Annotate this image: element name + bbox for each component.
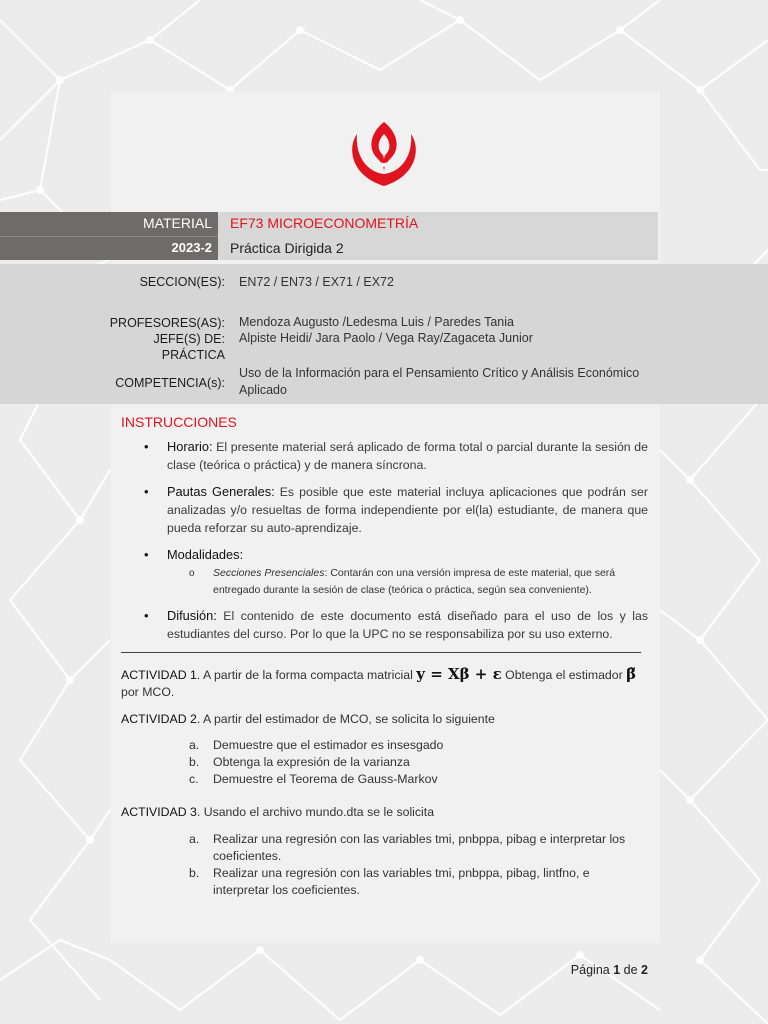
item-label: Horario: — [167, 439, 213, 454]
chiefs-value: Alpiste Heidi/ Jara Paolo / Vega Ray/Zagaceta Junior — [239, 331, 533, 345]
activity-3-list — [189, 831, 625, 899]
item-text: Demuestre el Teorema de Gauss-Markov — [213, 772, 438, 786]
bullet-icon: • — [144, 439, 149, 454]
activity-3 — [121, 804, 434, 821]
of-word: de — [623, 963, 638, 977]
item-text: Realizar una regresión con las variables tmi, pnbppa, pibag e interpretar los — [213, 832, 626, 846]
chiefs-label-2: PRÁCTICA — [161, 348, 225, 362]
competence-label: COMPETENCIA(s): — [115, 376, 225, 390]
list-item — [189, 754, 443, 771]
material-label: MATERIAL — [143, 215, 212, 231]
item-label: Modalidades: — [167, 547, 244, 562]
page-total: 2 — [641, 963, 648, 977]
activity-2 — [121, 711, 495, 728]
item-text-2: coeficientes. — [213, 849, 282, 863]
item-key: b. — [189, 755, 200, 769]
competence-value-2: Aplicado — [239, 383, 287, 397]
sections-label: SECCION(ES): — [139, 275, 225, 289]
item-key: b. — [189, 866, 200, 880]
list-item — [140, 607, 648, 643]
sub-item-label: Secciones Presenciales — [213, 567, 325, 579]
activity-label: ACTIVIDAD 3 — [121, 805, 197, 819]
item-text: Demuestre que el estimador es insesgado — [213, 738, 444, 752]
instructions-title: INSTRUCCIONES — [121, 414, 237, 430]
course-title: EF73 MICROECONOMETRÍA — [230, 215, 419, 231]
page-current: 1 — [613, 963, 621, 977]
matrix-formula: y = Xβ + ε — [416, 665, 502, 683]
estimator-symbol: β̃ — [626, 665, 637, 683]
item-text: El presente material será aplicado de forma total o parcial durante la sesión de clase (teórica o práctica) y de manera síncrona. — [167, 440, 648, 472]
item-label: Difusión: — [167, 608, 217, 623]
activity-text: . Usando el archivo mundo.dta se le solicita — [196, 805, 435, 819]
item-key: a. — [189, 832, 200, 846]
activity-label: ACTIVIDAD 1 — [121, 668, 197, 682]
item-text-2: interpretar los coeficientes. — [213, 883, 360, 897]
circle-bullet-icon: o — [189, 568, 195, 579]
professors-label: PROFESORES(AS): — [109, 316, 225, 330]
activity-1-end: por MCO. — [121, 685, 175, 699]
item-text: Es posible que este material incluya aplicaciones que podrán ser analizadas y/o resueltas de forma independiente por el(la) estudiante, de manera que pueda reforzar su auto-aprendizaje. — [167, 485, 648, 535]
list-item — [189, 771, 443, 788]
list-item — [140, 546, 648, 564]
item-text: El contenido de este documento está diseñado para el uso de los y las estudiantes del curso. Por lo que la UPC no se responsabiliza por su uso externo. — [167, 609, 648, 641]
competence-value: Uso de la Información para el Pensamiento Crítico y Análisis Económico — [239, 366, 640, 380]
activity-text: . A partir de la forma compacta matricial — [196, 668, 417, 682]
activity-2-list — [189, 737, 443, 788]
activity-text: . A partir del estimador de MCO, se solicita lo siguiente — [196, 712, 495, 726]
list-item — [189, 737, 443, 754]
university-logo-icon — [347, 120, 421, 188]
instructions-list — [140, 438, 648, 652]
item-key: a. — [189, 738, 200, 752]
page-word: Página — [570, 963, 610, 977]
document-title: Práctica Dirigida 2 — [230, 240, 344, 256]
section-divider — [121, 652, 641, 653]
item-key: c. — [189, 772, 199, 786]
list-item — [189, 831, 625, 865]
activity-label: ACTIVIDAD 2 — [121, 712, 197, 726]
item-label: Pautas Generales: — [167, 484, 275, 499]
activity-1 — [121, 664, 651, 686]
bullet-icon: • — [144, 547, 149, 562]
item-text: Obtenga la expresión de la varianza — [213, 755, 410, 769]
list-item — [140, 483, 648, 537]
sections-value: EN72 / EN73 / EX71 / EX72 — [239, 275, 394, 289]
bullet-icon: • — [144, 484, 149, 499]
activity-text-2: Obtenga el estimador — [501, 668, 627, 682]
chiefs-label: JEFE(S) DE: — [153, 332, 225, 346]
sub-item-text: : Contarán con una versión impresa de este material, que será entregado durante la sesión de clase (teórica o práctica, según sea conveniente). — [213, 567, 616, 596]
list-item — [189, 865, 625, 899]
period-label: 2023-2 — [171, 240, 212, 255]
bullet-icon: • — [144, 608, 149, 623]
header-band-divider — [0, 236, 218, 237]
professors-value: Mendoza Augusto /Ledesma Luis / Paredes Tania — [239, 315, 514, 329]
page-number — [571, 963, 648, 977]
sub-list-item — [140, 565, 648, 599]
list-item — [140, 438, 648, 474]
item-text: Realizar una regresión con las variables tmi, pnbppa, pibag, lintfno, e — [213, 866, 590, 880]
